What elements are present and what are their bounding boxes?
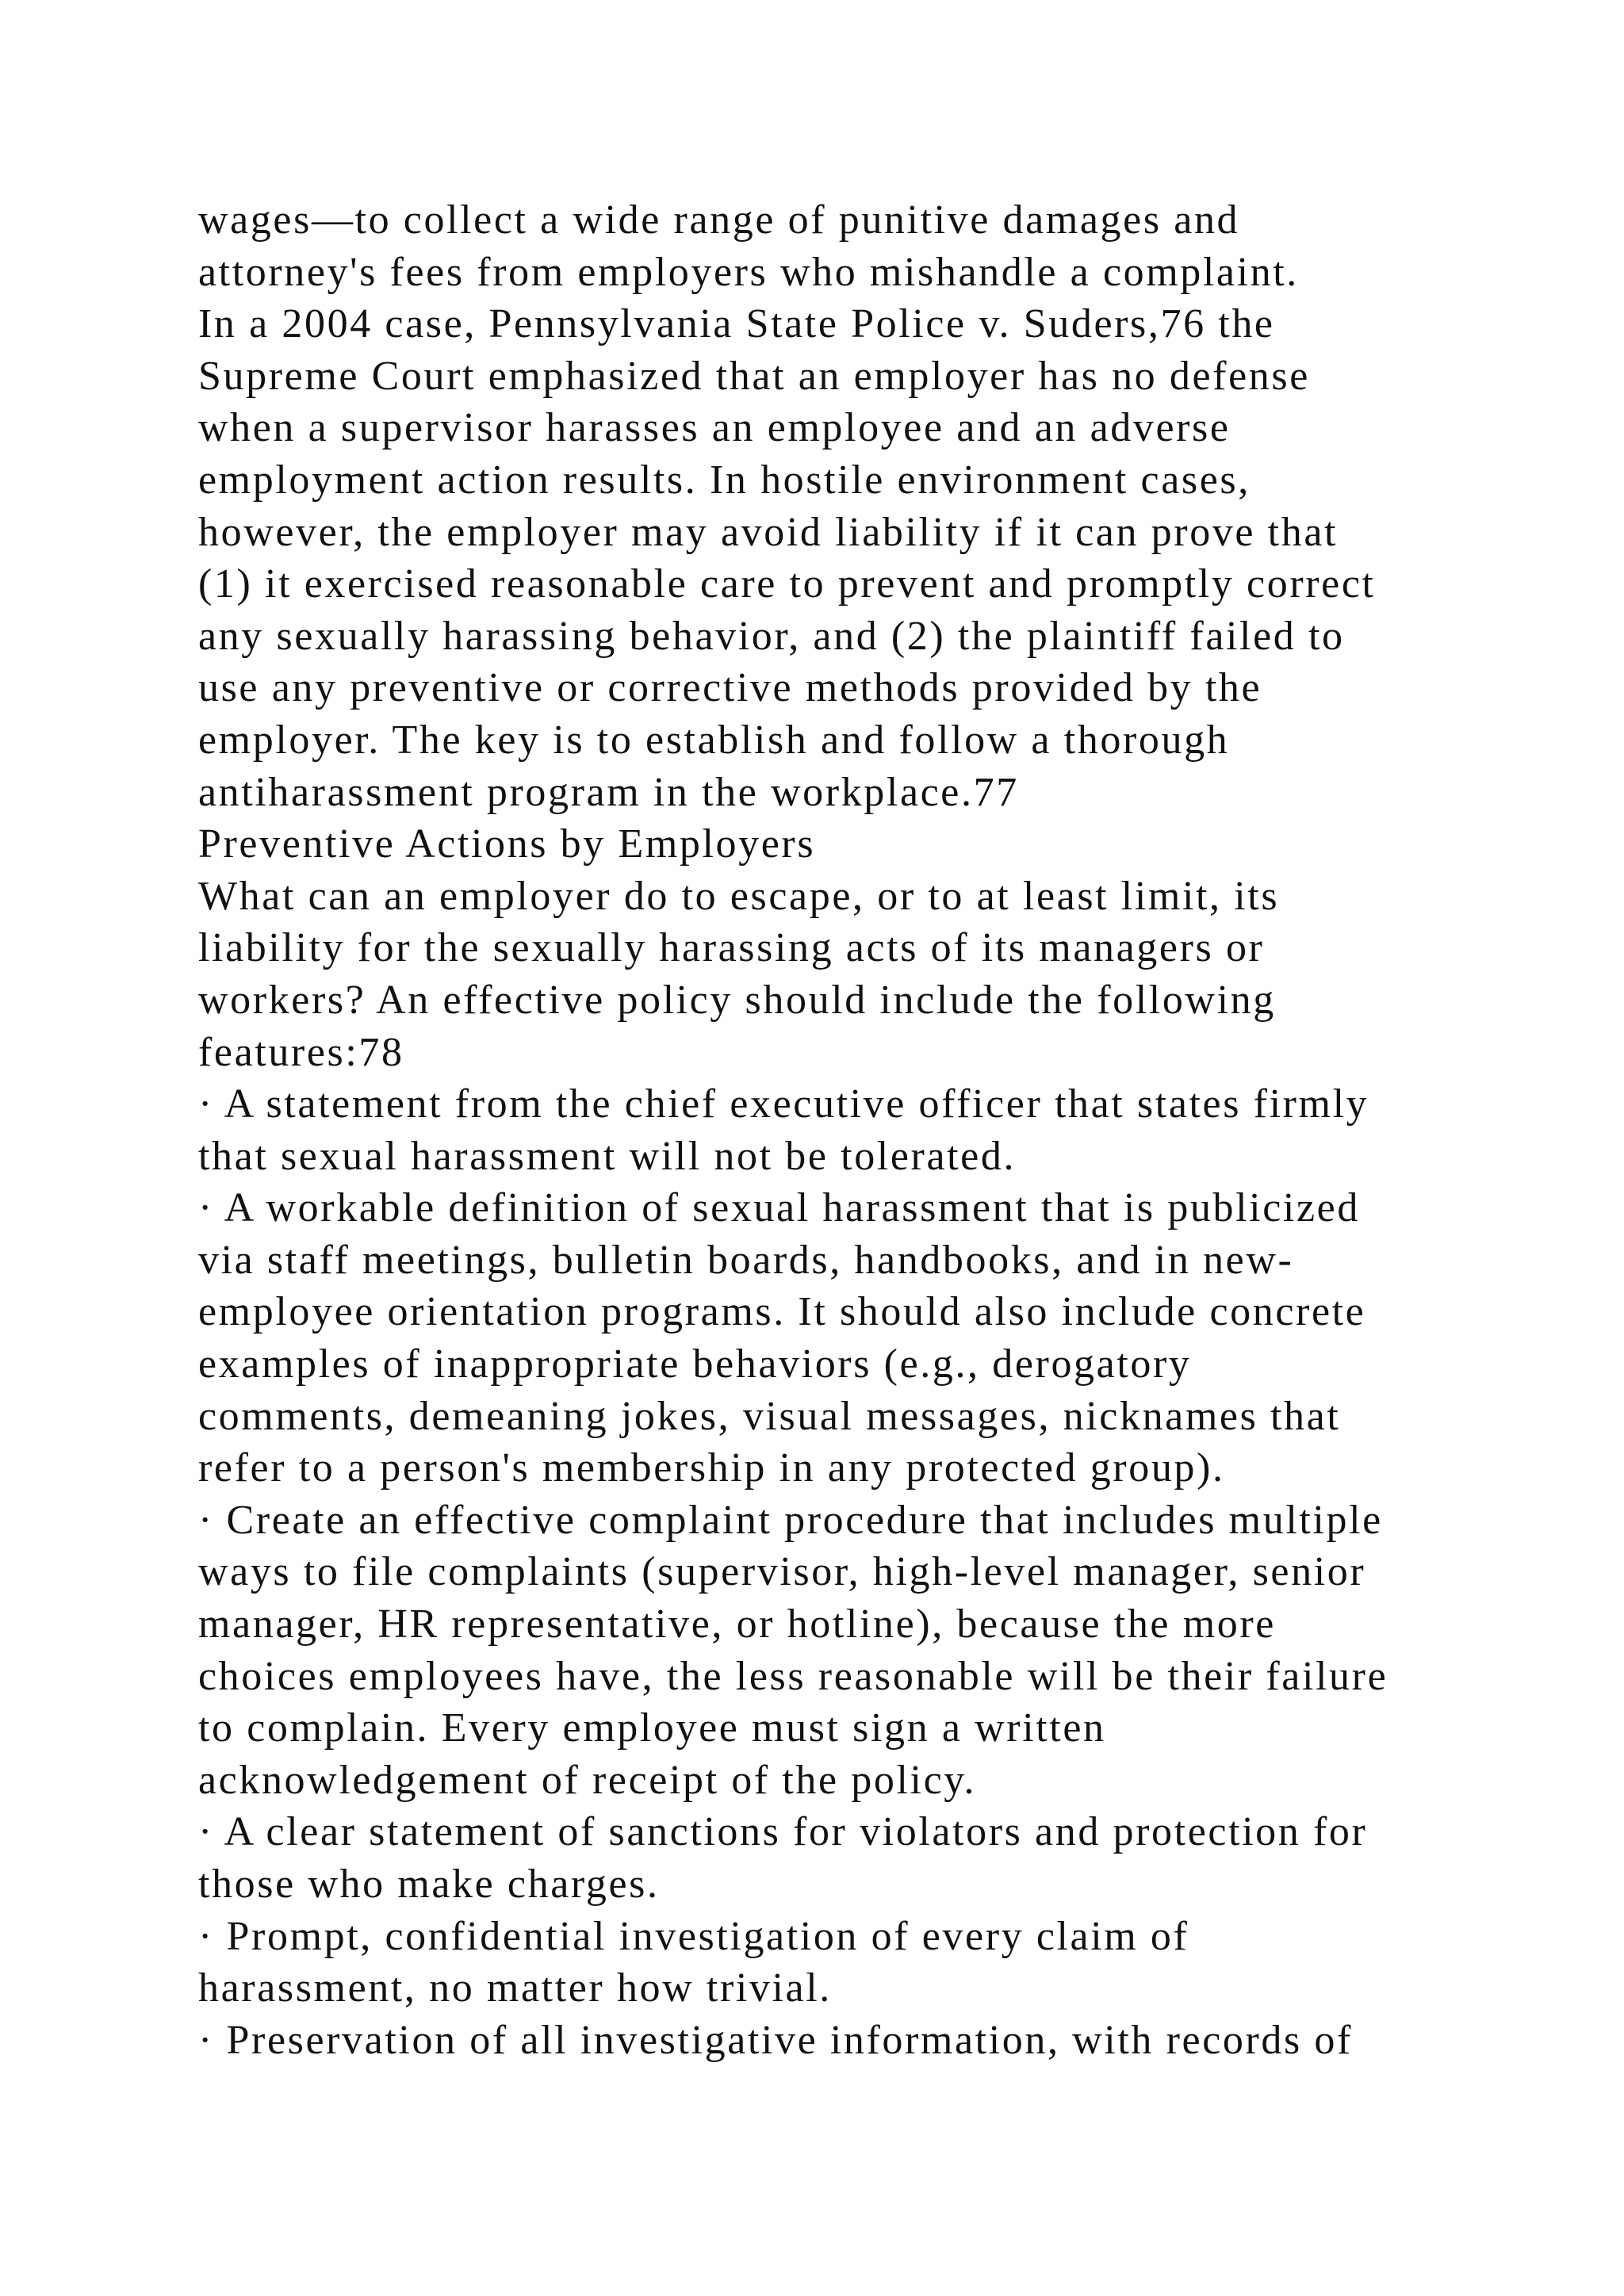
- text-line: acknowledgement of receipt of the policy.: [198, 1757, 977, 1803]
- section-heading: Preventive Actions by Employers: [198, 821, 816, 867]
- text-line: harassment, no matter how trivial.: [198, 1965, 832, 2011]
- text-line: any sexually harassing behavior, and (2) the plaintiff failed to: [198, 613, 1345, 659]
- text-line: manager, HR representative, or hotline), because the more: [198, 1601, 1276, 1647]
- text-line: liability for the sexually harassing acts of its managers or: [198, 925, 1265, 971]
- text-line: workers? An effective policy should include the following: [198, 977, 1276, 1023]
- bullet-line: · Prompt, confidential investigation of every claim of: [198, 1913, 1189, 1959]
- text-line: when a supervisor harasses an employee and an adverse: [198, 405, 1231, 451]
- text-line: comments, demeaning jokes, visual messages, nicknames that: [198, 1393, 1341, 1439]
- text-line: refer to a person's membership in any protected group).: [198, 1445, 1225, 1491]
- bullet-line: · Preservation of all investigative information, with records of: [198, 2017, 1353, 2063]
- text-line: employer. The key is to establish and follow a thorough: [198, 717, 1230, 763]
- text-line: via staff meetings, bulletin boards, handbooks, and in new-: [198, 1237, 1294, 1283]
- text-line: ways to file complaints (supervisor, high-level manager, senior: [198, 1549, 1366, 1595]
- text-line: those who make charges.: [198, 1862, 660, 1907]
- text-line: examples of inappropriate behaviors (e.g., derogatory: [198, 1341, 1192, 1387]
- text-line: attorney's fees from employers who mishandle a complaint.: [198, 249, 1299, 295]
- bullet-line: · A workable definition of sexual harassment that is publicized: [198, 1185, 1360, 1231]
- text-line: use any preventive or corrective methods provided by the: [198, 665, 1262, 711]
- text-line: (1) it exercised reasonable care to prevent and promptly correct: [198, 561, 1376, 607]
- text-line: choices employees have, the less reasonable will be their failure: [198, 1653, 1388, 1699]
- text-line: that sexual harassment will not be tolerated.: [198, 1133, 1017, 1179]
- text-line: to complain. Every employee must sign a written: [198, 1705, 1106, 1751]
- text-line: Supreme Court emphasized that an employer has no defense: [198, 353, 1310, 399]
- bullet-line: · Create an effective complaint procedure that includes multiple: [198, 1497, 1383, 1543]
- document-body-text: [198, 194, 1515, 2066]
- bullet-line: · A clear statement of sanctions for violators and protection for: [198, 1809, 1368, 1855]
- bullet-line: · A statement from the chief executive officer that states firmly: [198, 1081, 1369, 1127]
- text-line: wages—to collect a wide range of punitive damages and: [198, 197, 1240, 243]
- text-line: however, the employer may avoid liability if it can prove that: [198, 509, 1339, 555]
- text-line: employee orientation programs. It should also include concrete: [198, 1289, 1366, 1335]
- text-line: antiharassment program in the workplace.77: [198, 769, 1019, 815]
- text-line: employment action results. In hostile environment cases,: [198, 457, 1251, 503]
- text-line: features:78: [198, 1029, 404, 1075]
- text-line: In a 2004 case, Pennsylvania State Police v. Suders,76 the: [198, 301, 1275, 347]
- text-line: What can an employer do to escape, or to at least limit, its: [198, 873, 1280, 919]
